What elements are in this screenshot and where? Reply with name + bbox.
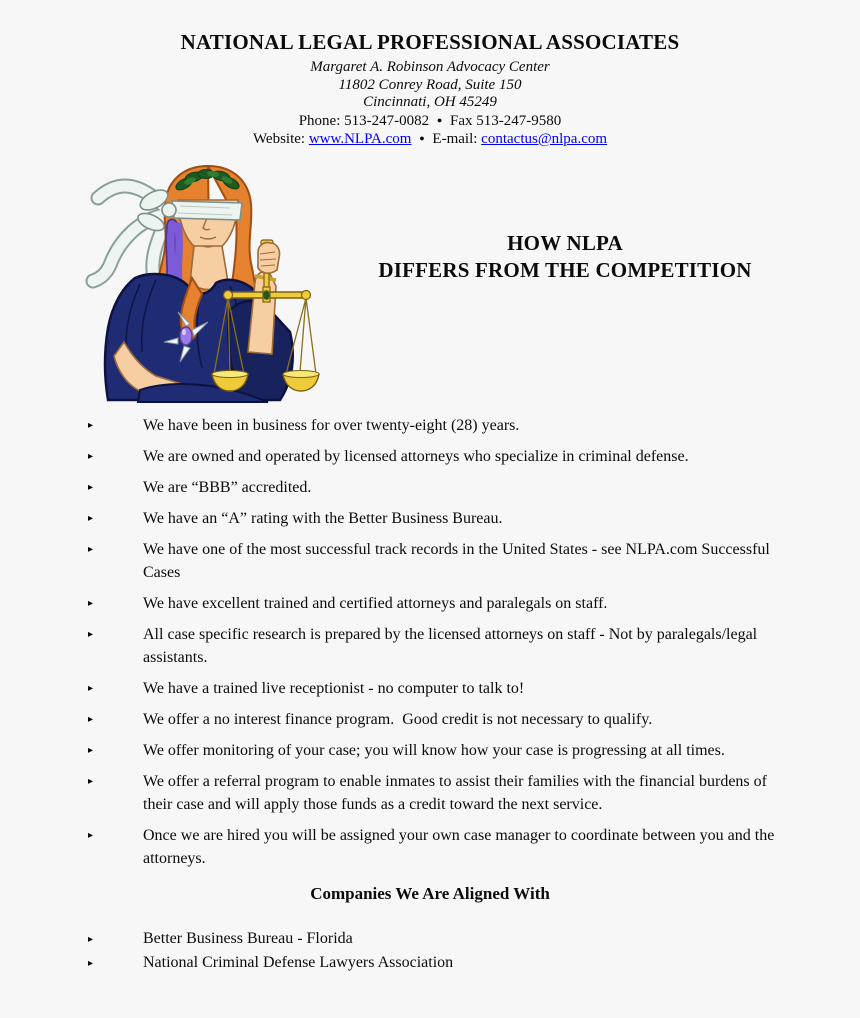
company-name: Better Business Bureau - Florida (143, 929, 353, 947)
email-link[interactable]: contactus@nlpa.com (481, 130, 608, 147)
list-item (88, 445, 778, 468)
email-label: E-mail: (432, 130, 478, 147)
lady-justice-illustration (80, 160, 335, 405)
triangle-bullet-icon: ▸ (88, 682, 94, 694)
bullet-text: We have an “A” rating with the Better Business Bureau. (143, 509, 503, 527)
list-item (88, 476, 778, 499)
page-title (350, 230, 780, 284)
list-item (88, 538, 778, 584)
bullet-text: Once we are hired you will be assigned your own case manager to coordinate between you and the attorneys. (143, 826, 779, 867)
bullet-separator-icon: ● (436, 114, 443, 125)
triangle-bullet-icon: ▸ (88, 713, 94, 725)
phone-number: 513-247-0082 (344, 112, 430, 129)
fax-label: Fax (450, 112, 473, 129)
triangle-bullet-icon: ▸ (88, 543, 94, 555)
address-line-1: 11802 Conrey Road, Suite 150 (338, 76, 522, 93)
triangle-bullet-icon: ▸ (88, 628, 94, 640)
differences-list (0, 414, 860, 870)
aligned-companies-heading: Companies We Are Aligned With (310, 883, 550, 903)
phone-fax-line (0, 112, 860, 130)
list-item (88, 507, 778, 530)
letterhead (0, 0, 860, 148)
list-item (88, 677, 778, 700)
bullet-text: We have a trained live receptionist - no computer to talk to! (143, 679, 525, 697)
bullet-text: We are “BBB” accredited. (143, 478, 312, 496)
aligned-companies-list (0, 928, 860, 975)
bullet-text: We have excellent trained and certified attorneys and paralegals on staff. (143, 594, 608, 612)
triangle-bullet-icon: ▸ (88, 775, 94, 787)
list-item (88, 592, 778, 615)
triangle-bullet-icon: ▸ (88, 597, 94, 609)
triangle-bullet-icon: ▸ (88, 933, 94, 945)
website-email-line (0, 130, 860, 148)
list-item (88, 824, 778, 870)
triangle-bullet-icon: ▸ (88, 957, 94, 969)
advocacy-center-line: Margaret A. Robinson Advocacy Center (310, 59, 550, 75)
triangle-bullet-icon: ▸ (88, 419, 94, 431)
page-title-line1: HOW NLPA (507, 230, 623, 255)
page-title-line2: DIFFERS FROM THE COMPETITION (378, 257, 752, 282)
bullet-text: We are owned and operated by licensed attorneys who specialize in criminal defense. (143, 447, 689, 465)
list-item (88, 952, 778, 975)
bullet-text: We offer a no interest finance program. Good credit is not necessary to qualify. (143, 710, 653, 728)
bullet-text: We have one of the most successful track records in the United States - see NLPA.com Successful Cases (143, 540, 774, 581)
website-link[interactable]: www.NLPA.com (308, 130, 412, 147)
fax-number: 513-247-9580 (476, 112, 562, 129)
bullet-text: All case specific research is prepared by the licensed attorneys on staff - Not by paralegals/legal assistants. (143, 625, 762, 666)
triangle-bullet-icon: ▸ (88, 481, 94, 493)
triangle-bullet-icon: ▸ (88, 512, 94, 524)
list-item (88, 770, 778, 816)
company-name: National Criminal Defense Lawyers Association (143, 953, 454, 971)
website-label: Website: (252, 130, 306, 147)
address-line-2: Cincinnati, OH 45249 (363, 94, 497, 110)
list-item (88, 414, 778, 437)
list-item (88, 928, 778, 951)
triangle-bullet-icon: ▸ (88, 450, 94, 462)
phone-label: Phone: (298, 112, 341, 129)
hero-section (0, 148, 860, 410)
bullet-separator-icon: ● (419, 132, 425, 143)
bullet-text: We offer monitoring of your case; you will know how your case is progressing at all times. (143, 741, 725, 759)
triangle-bullet-icon: ▸ (88, 744, 94, 756)
list-item (88, 623, 778, 669)
list-item (88, 708, 778, 731)
org-name: NATIONAL LEGAL PROFESSIONAL ASSOCIATES (180, 30, 680, 54)
list-item (88, 739, 778, 762)
bullet-text: We have been in business for over twenty-eight (28) years. (143, 416, 520, 434)
bullet-text: We offer a referral program to enable inmates to assist their families with the financial burdens of their case and will apply those funds as a credit toward the next service. (143, 772, 771, 813)
triangle-bullet-icon: ▸ (88, 829, 94, 841)
